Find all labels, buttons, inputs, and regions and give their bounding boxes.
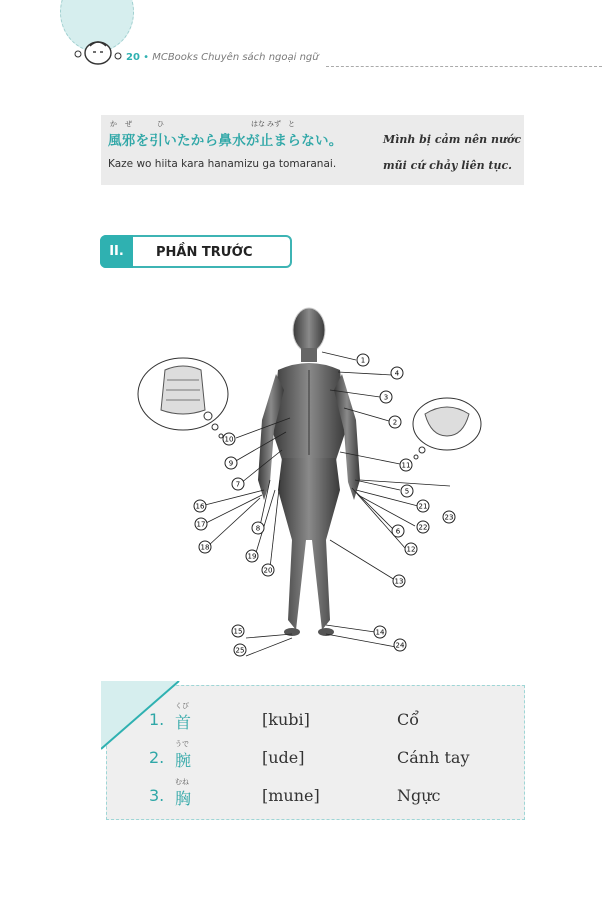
svg-text:1: 1 (360, 356, 366, 365)
svg-text:19: 19 (247, 552, 257, 561)
label-19 (246, 550, 258, 562)
svg-text:13: 13 (394, 577, 404, 586)
svg-text:7: 7 (235, 480, 241, 489)
vocab-kanji: 腕 (175, 751, 192, 770)
svg-text:15: 15 (233, 627, 243, 636)
romaji-sentence: Kaze wo hiita kara hanamizu ga tomaranai. (108, 158, 337, 170)
svg-text:4: 4 (394, 369, 400, 378)
label-13 (393, 575, 405, 587)
label-24 (394, 639, 406, 651)
label-18 (199, 541, 211, 553)
furigana: はな (251, 120, 265, 128)
svg-text:12: 12 (406, 545, 416, 554)
svg-text:9: 9 (228, 459, 234, 468)
vocab-romaji: [kubi] (262, 710, 310, 729)
label-12 (405, 543, 417, 555)
label-25 (234, 644, 246, 656)
label-6 (392, 525, 404, 537)
vocab-meaning: Cánh tay (397, 748, 470, 767)
svg-text:5: 5 (404, 487, 410, 496)
header-separator: • (143, 52, 150, 63)
vocab-number: 3. (149, 786, 165, 805)
svg-text:11: 11 (401, 461, 411, 470)
vocab-furigana: むね (175, 778, 189, 786)
furigana: と (288, 120, 295, 128)
label-16 (194, 500, 206, 512)
pelvis-bubble (413, 398, 481, 459)
vocab-kanji: 胸 (175, 789, 192, 808)
label-3 (380, 391, 392, 403)
label-17 (195, 518, 207, 530)
furigana: か (110, 120, 117, 128)
label-4 (391, 367, 403, 379)
vocab-romaji: [ude] (262, 748, 305, 767)
corner-decoration (101, 681, 181, 751)
label-10 (223, 433, 235, 445)
label-8 (252, 522, 264, 534)
svg-text:21: 21 (418, 502, 428, 511)
label-23 (443, 511, 455, 523)
label-20 (262, 564, 274, 576)
svg-text:18: 18 (200, 543, 210, 552)
svg-text:2: 2 (392, 418, 398, 427)
ribcage-bubble (138, 358, 228, 438)
label-9 (225, 457, 237, 469)
svg-text:14: 14 (375, 628, 385, 637)
svg-text:3: 3 (383, 393, 389, 402)
svg-text:23: 23 (444, 513, 454, 522)
header-divider (326, 66, 602, 67)
section-heading (100, 235, 292, 268)
vocab-row (107, 740, 524, 770)
svg-text:6: 6 (395, 527, 401, 536)
book-title: MCBooks Chuyên sách ngoại ngữ (152, 52, 319, 63)
japanese-sentence: 風邪を引いたから鼻水が止まらない。 (108, 133, 343, 149)
vocab-kanji: 首 (175, 713, 192, 732)
page-number: 20 (126, 52, 140, 63)
label-21 (417, 500, 429, 512)
vocab-meaning: Ngực (397, 786, 441, 805)
svg-text:10: 10 (224, 435, 234, 444)
section-title: PHẦN TRƯỚC (156, 245, 253, 260)
furigana: ひ (157, 120, 164, 128)
label-15 (232, 625, 244, 637)
svg-text:25: 25 (235, 646, 245, 655)
vocab-furigana: うで (175, 740, 189, 748)
label-14 (374, 626, 386, 638)
svg-text:8: 8 (255, 524, 261, 533)
vocab-number: 2. (149, 748, 165, 767)
svg-text:20: 20 (263, 566, 273, 575)
svg-text:16: 16 (195, 502, 205, 511)
vietnamese-translation-line1: Mình bị cảm nên nước (383, 133, 522, 146)
vocab-row (107, 778, 524, 808)
label-2 (389, 416, 401, 428)
label-1 (357, 354, 369, 366)
anatomy-figure (0, 290, 602, 670)
vocab-number: 1. (149, 710, 165, 729)
vocab-furigana: くび (175, 702, 189, 710)
section-number: II. (100, 235, 133, 268)
example-sentence-box (101, 115, 524, 185)
vocab-meaning: Cổ (397, 710, 420, 729)
label-22 (417, 521, 429, 533)
vietnamese-translation-line2: mũi cứ chảy liên tục. (383, 159, 513, 172)
svg-text:24: 24 (395, 641, 405, 650)
furigana: ぜ (125, 120, 132, 128)
label-11 (400, 459, 412, 471)
svg-text:22: 22 (418, 523, 428, 532)
page-header (126, 52, 319, 63)
label-5 (401, 485, 413, 497)
label-7 (232, 478, 244, 490)
vocab-romaji: [mune] (262, 786, 320, 805)
svg-text:17: 17 (196, 520, 206, 529)
mascot-icon (70, 36, 126, 66)
furigana: みず (267, 120, 281, 128)
